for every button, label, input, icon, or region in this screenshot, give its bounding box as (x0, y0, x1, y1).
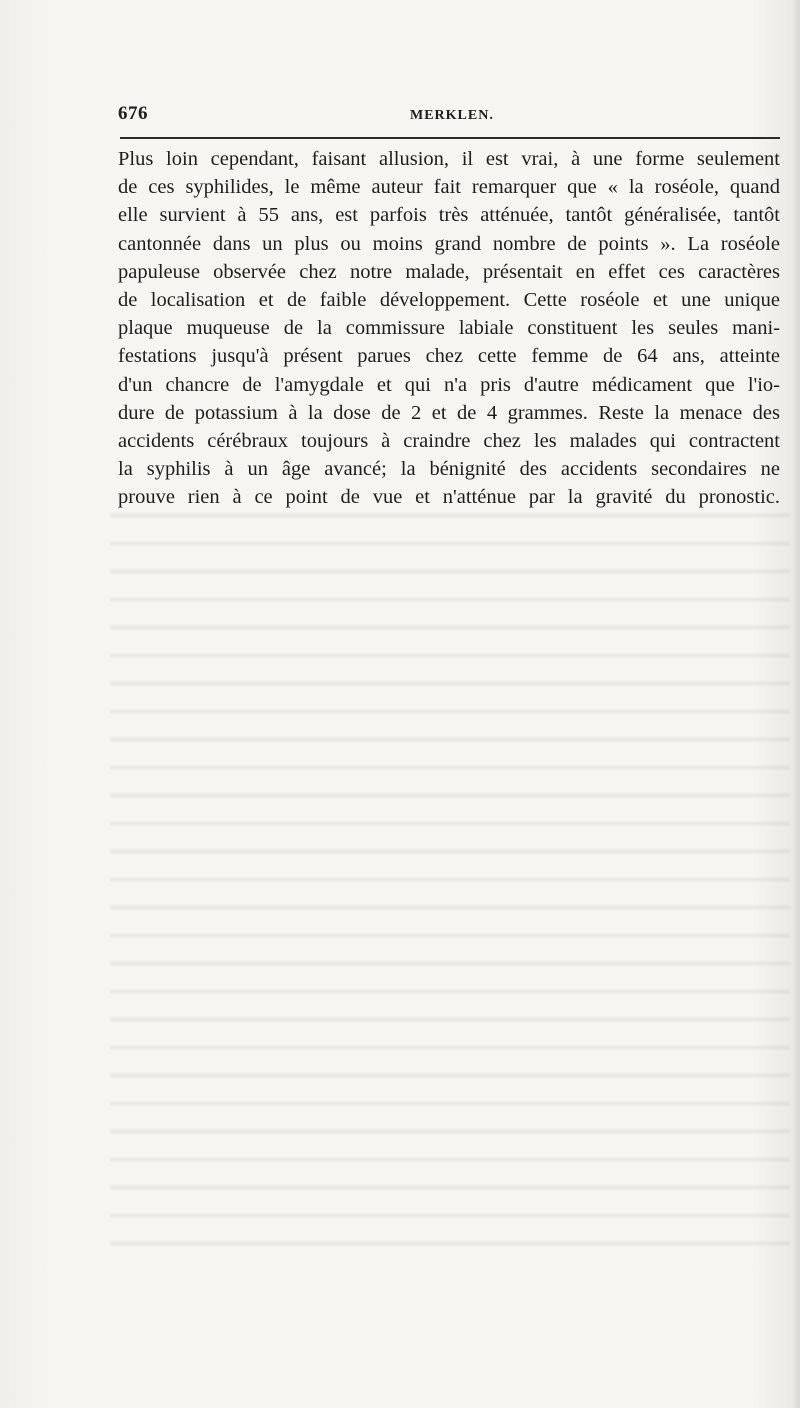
text-line: de localisation et de faible développement. Cette roséole et une unique (118, 289, 780, 312)
page-header (118, 103, 780, 129)
text-line: festations jusqu'à présent parues chez cette femme de 64 ans, atteinte (118, 345, 780, 368)
bleed-through-text (110, 500, 790, 1260)
body-paragraph (118, 145, 780, 512)
running-head: MERKLEN. (410, 108, 494, 123)
text-line: Plus loin cependant, faisant allusion, il est vrai, à une forme seulement (118, 148, 780, 170)
page-edge-shadow (792, 0, 800, 1408)
text-line: accidents cérébraux toujours à craindre chez les malades qui contractent (118, 430, 780, 453)
header-rule (120, 137, 780, 139)
text-line: d'un chancre de l'amygdale et qui n'a pris d'autre médicament que l'io- (118, 373, 780, 396)
text-line: elle survient à 55 ans, est parfois très atténuée, tantôt généralisée, tantôt (118, 204, 780, 227)
text-line: de ces syphilides, le même auteur fait remarquer que « la roséole, quand (118, 176, 780, 199)
page-number: 676 (118, 103, 148, 124)
text-line: cantonnée dans un plus ou moins grand nombre de points ». La roséole (118, 232, 780, 255)
text-line: dure de potassium à la dose de 2 et de 4 grammes. Reste la menace des (118, 401, 780, 424)
text-line: plaque muqueuse de la commissure labiale constituent les seules mani- (118, 317, 780, 340)
text-line: la syphilis à un âge avancé; la bénignité des accidents secondaires ne (118, 458, 780, 481)
text-line: prouve rien à ce point de vue et n'atténue par la gravité du pronostic. (118, 486, 780, 509)
text-line: papuleuse observée chez notre malade, présentait en effet ces caractères (118, 260, 780, 283)
